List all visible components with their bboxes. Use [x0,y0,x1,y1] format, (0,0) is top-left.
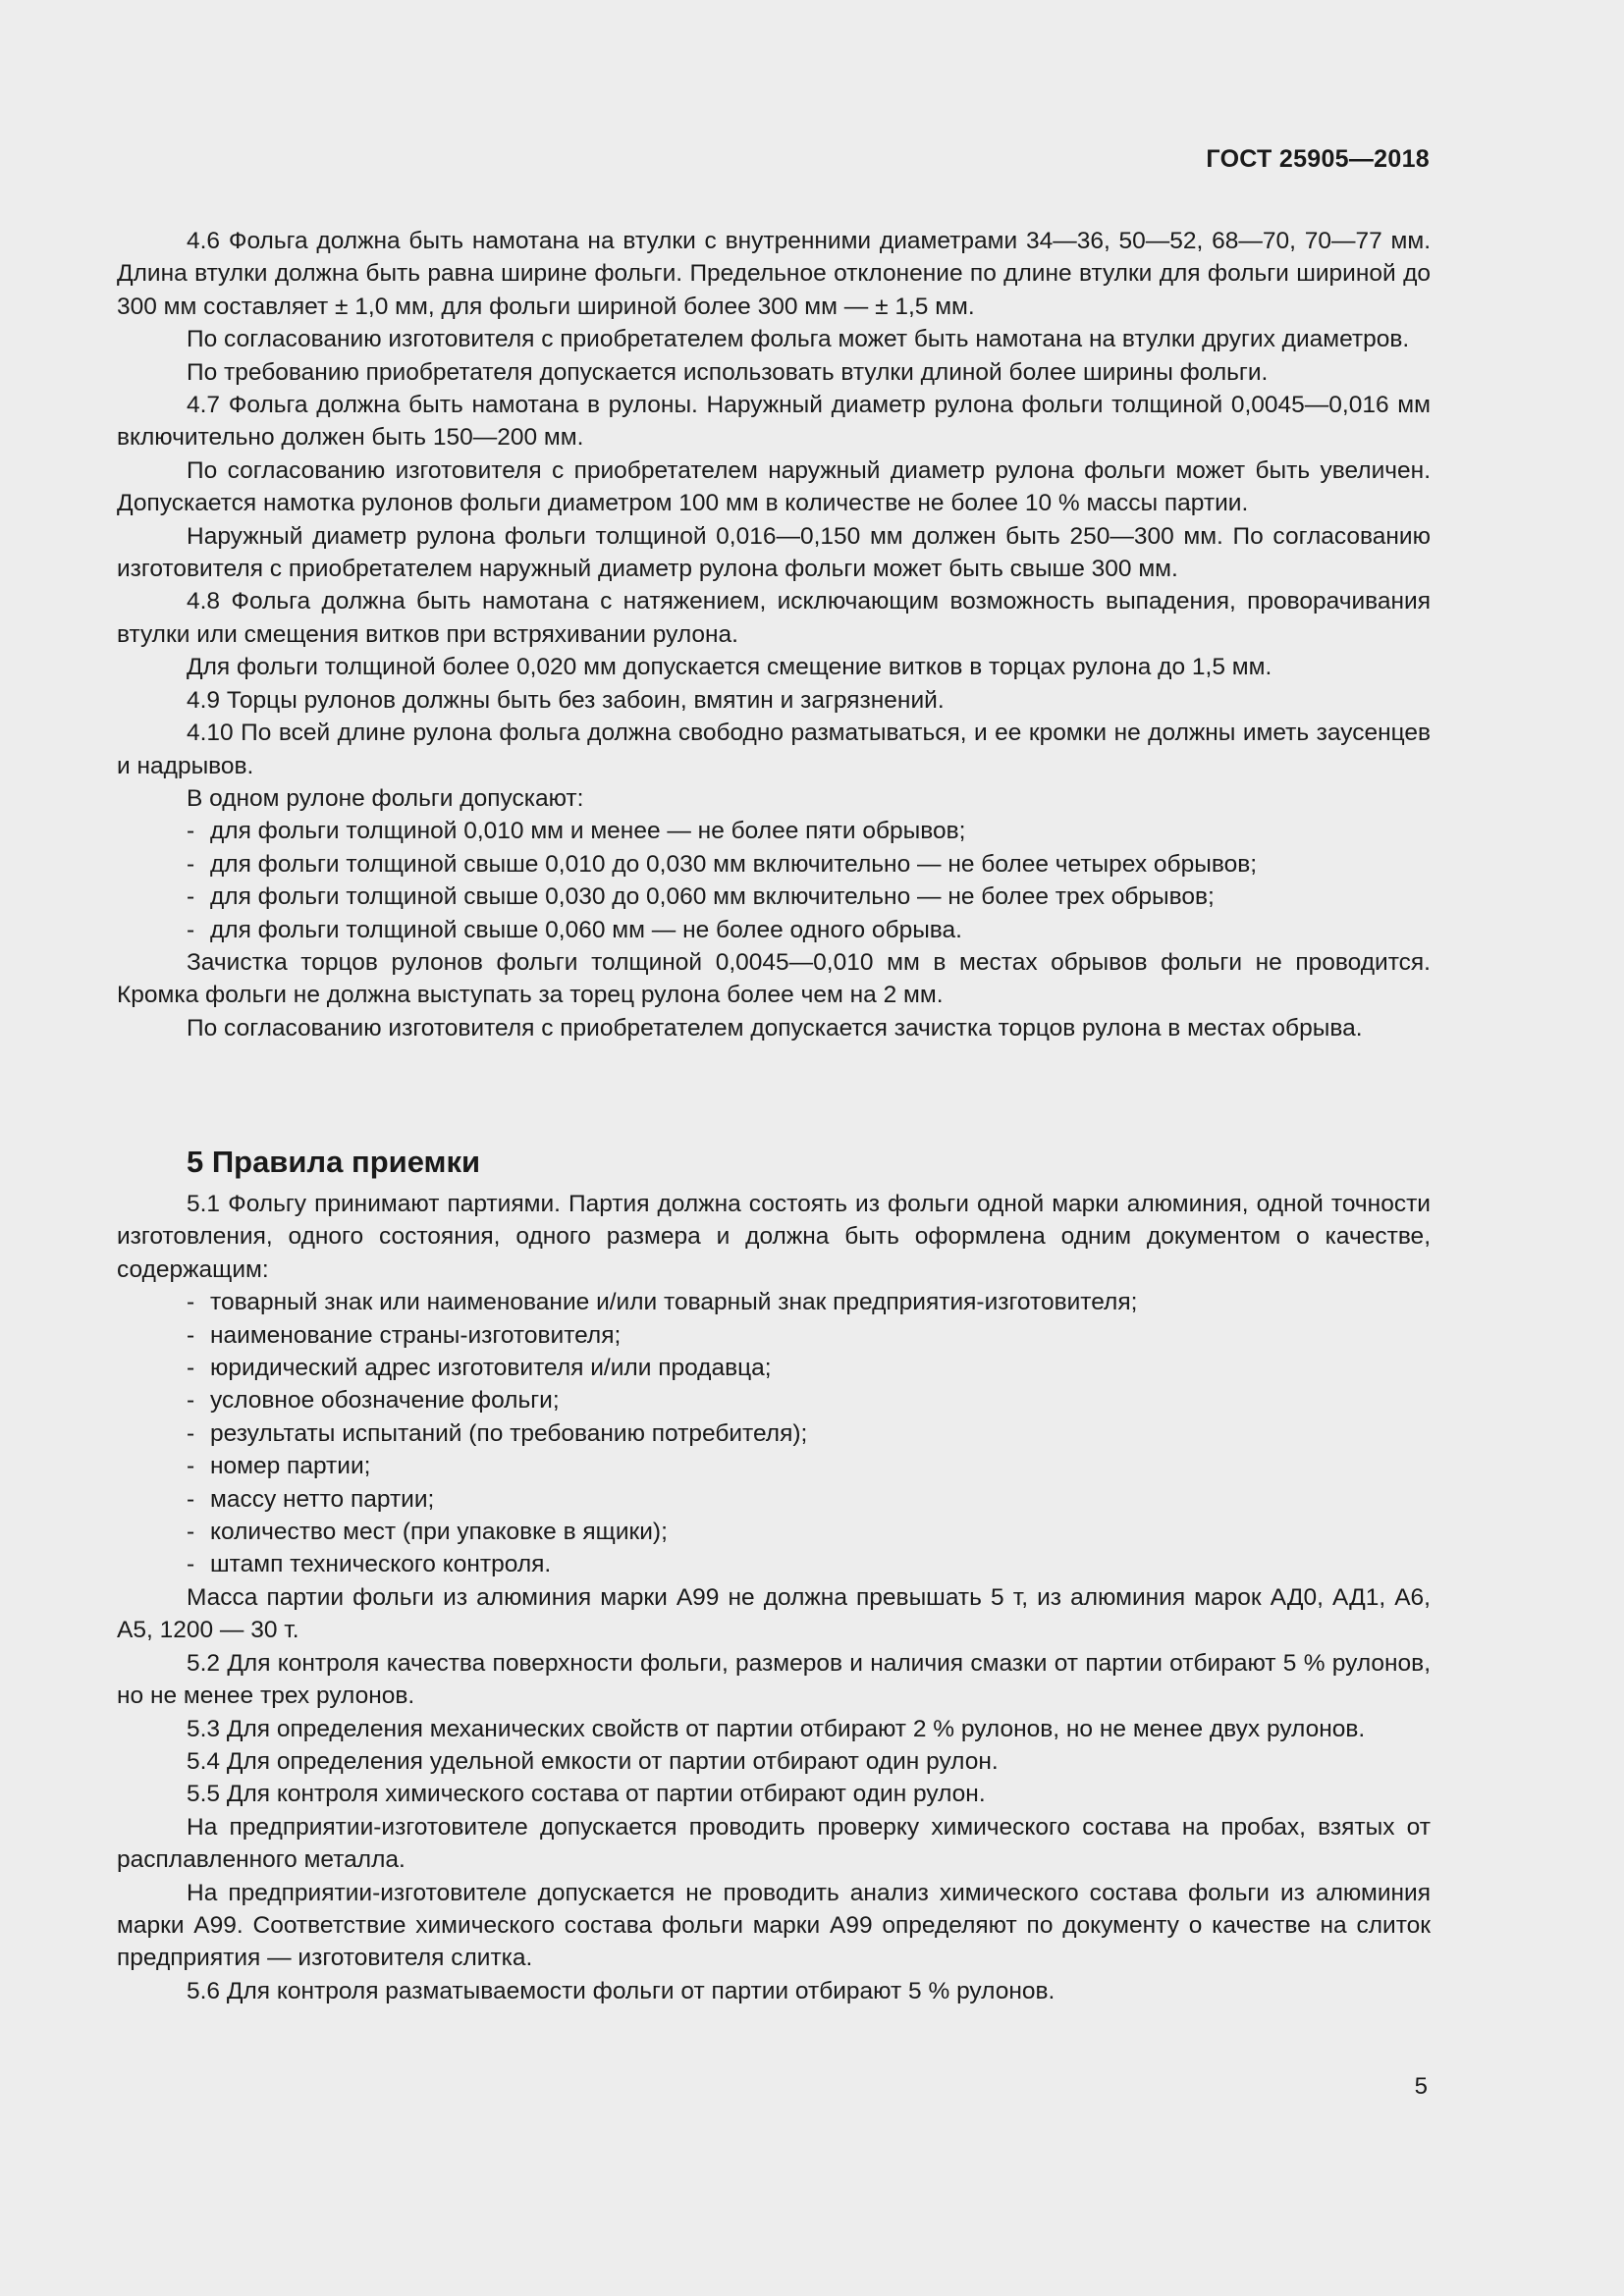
section-4-paragraph: По требованию приобретателя допускается использовать втулки длиной более ширины фольги. [187,358,1269,386]
list-item [117,1286,1431,1318]
section-5-paragraph: 5.2 Для контроля качества поверхности фольги, размеров и наличия смазки от партии отбирают 5 % рулонов, но не менее трех рулонов. [117,1649,1431,1710]
list-item-text: штамп технического контроля. [210,1551,552,1578]
section-4-paragraph: В одном рулоне фольги допускают: [187,784,584,812]
document-code-header: ГОСТ 25905—2018 [1206,145,1430,173]
section-5-heading: 5 Правила приемки [187,1145,481,1179]
list-dash: - [187,1387,195,1415]
section-5-paragraph: 5.4 Для определения удельной емкости от партии отбирают один рулон. [187,1747,999,1775]
list-dash: - [187,916,195,943]
list-dash: - [187,1485,195,1513]
list-item-text: наименование страны-изготовителя; [210,1321,622,1349]
list-item-text: номер партии; [210,1453,371,1480]
list-dash: - [187,818,195,845]
list-dash: - [187,1453,195,1480]
section-4-body [117,225,1431,1044]
list-dash: - [187,1321,195,1349]
list-item-text: количество мест (при упаковке в ящики); [210,1519,668,1546]
section-5-paragraph: На предприятии-изготовителе допускается не проводить анализ химического состава фольги из алюминия марки А99. Соответствие химического состава фольги марки А99 определяют по документу о качестве на слиток предприятия — изготовителя слитка. [117,1879,1431,1972]
section-4-paragraph: Зачистка торцов рулонов фольги толщиной 0,0045—0,010 мм в местах обрывов фольги не проводится. Кромка фольги не должна выступать за торец рулона более чем на 2 мм. [117,948,1431,1009]
section-5-paragraph: 5.1 Фольгу принимают партиями. Партия должна состоять из фольги одной марки алюминия, одной точности изготовления, одного состояния, одного размера и должна быть оформлена одним документом о качестве, содержащим: [117,1191,1431,1283]
list-item-text: для фольги толщиной свыше 0,030 до 0,060 мм включительно — не более трех обрывов; [210,883,1215,911]
section-5-paragraph: 5.3 Для определения механических свойств от партии отбирают 2 % рулонов, но не менее двух рулонов. [187,1715,1366,1742]
list-item-text: результаты испытаний (по требованию потребителя); [210,1419,808,1447]
section-4-paragraph: По согласованию изготовителя с приобретателем фольга может быть намотана на втулки других диаметров. [187,326,1410,353]
list-item [117,1483,1431,1516]
section-5-paragraph: 5.5 Для контроля химического состава от партии отбирают один рулон. [187,1781,986,1808]
section-4-paragraph: 4.6 Фольга должна быть намотана на втулки с внутренними диаметрами 34—36, 50—52, 68—70, 70—77 мм. Длина втулки должна быть равна ширине фольги. Предельное отклонение по длине втулки для фольги шириной до 300 мм составляет ± 1,0 мм, для фольги шириной более 300 мм — ± 1,5 мм. [117,228,1431,320]
list-dash: - [187,1519,195,1546]
list-dash: - [187,1289,195,1316]
list-item-text: товарный знак или наименование и/или товарный знак предприятия-изготовителя; [210,1289,1138,1316]
list-item-text: для фольги толщиной свыше 0,010 до 0,030 мм включительно — не более четырех обрывов; [210,850,1258,878]
list-item-text: юридический адрес изготовителя и/или продавца; [210,1355,772,1382]
section-4-paragraph: 4.8 Фольга должна быть намотана с натяжением, исключающим возможность выпадения, проворачивания втулки или смещения витков при встряхивании рулона. [117,588,1431,648]
section-5-paragraph: 5.6 Для контроля разматываемости фольги от партии отбирают 5 % рулонов. [187,1977,1056,2004]
list-dash: - [187,1551,195,1578]
section-4-paragraph: Для фольги толщиной более 0,020 мм допускается смещение витков в торцах рулона до 1,5 мм. [187,654,1272,681]
list-item [117,1384,1431,1416]
list-dash: - [187,883,195,911]
list-item [117,1352,1431,1384]
list-item [117,881,1431,913]
list-item [117,1319,1431,1352]
section-4-paragraph: 4.7 Фольга должна быть намотана в рулоны. Наружный диаметр рулона фольги толщиной 0,0045—0,016 мм включительно должен быть 150—200 мм. [117,392,1431,452]
list-item [117,848,1431,881]
section-4-paragraph: По согласованию изготовителя с приобретателем допускается зачистка торцов рулона в местах обрыва. [187,1014,1363,1041]
list-item-text: массу нетто партии; [210,1485,435,1513]
list-item [117,1516,1431,1548]
list-item-text: для фольги толщиной свыше 0,060 мм — не более одного обрыва. [210,916,962,943]
list-item [117,1417,1431,1450]
list-item-text: условное обозначение фольги; [210,1387,560,1415]
section-4-paragraph: 4.9 Торцы рулонов должны быть без забоин, вмятин и загрязнений. [187,686,945,714]
list-item-text: для фольги толщиной 0,010 мм и менее — не более пяти обрывов; [210,818,966,845]
list-dash: - [187,850,195,878]
section-4-paragraph: Наружный диаметр рулона фольги толщиной 0,016—0,150 мм должен быть 250—300 мм. По согласованию изготовителя с приобретателем наружный диаметр рулона фольги может быть свыше 300 мм. [117,522,1431,583]
section-5-paragraph: Масса партии фольги из алюминия марки А99 не должна превышать 5 т, из алюминия марок АД0, АД1, А6, А5, 1200 — 30 т. [117,1583,1431,1644]
list-item [117,914,1431,946]
section-4-paragraph: 4.10 По всей длине рулона фольга должна свободно разматываться, и ее кромки не должны иметь заусенцев и надрывов. [117,720,1431,779]
list-item [117,1450,1431,1482]
page-number: 5 [1414,2073,1428,2100]
section-5-paragraph: На предприятии-изготовителе допускается проводить проверку химического состава на пробах, взятых от расплавленного металла. [117,1813,1431,1874]
section-5-body [117,1188,1431,2007]
list-item [117,815,1431,847]
list-dash: - [187,1419,195,1447]
list-item [117,1548,1431,1580]
section-4-paragraph: По согласованию изготовителя с приобретателем наружный диаметр рулона фольги может быть увеличен. Допускается намотка рулонов фольги диаметром 100 мм в количестве не более 10 % массы партии. [117,456,1431,517]
list-dash: - [187,1355,195,1382]
